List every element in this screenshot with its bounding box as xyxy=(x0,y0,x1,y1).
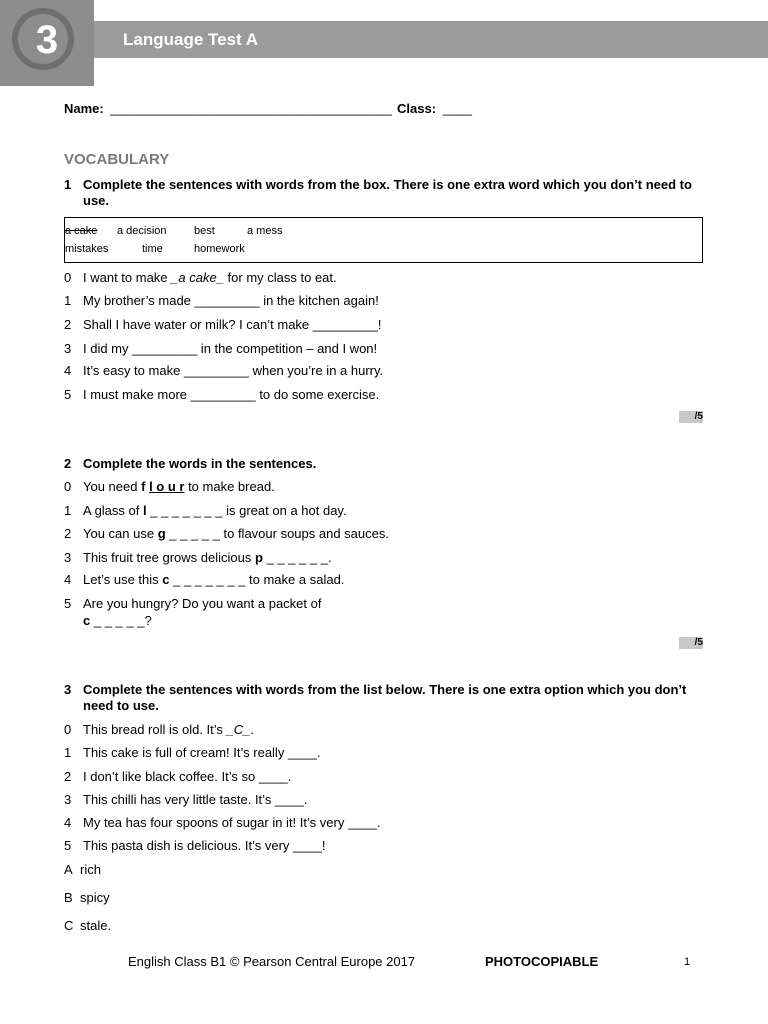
ex3-item-number: 1 xyxy=(64,745,72,760)
item-text: to make a salad. xyxy=(245,572,345,587)
letter-blanks: _ _ _ _ _ xyxy=(165,526,220,541)
item-text: is great on a hot day. xyxy=(222,503,347,518)
item-text: for my class to eat. xyxy=(223,270,337,285)
ex3-item: My tea has four spoons of sugar in it! It’s very ____. xyxy=(83,815,381,830)
footer-photocopiable: PHOTOCOPIABLE xyxy=(485,954,599,969)
footer-copyright: English Class B1 © Pearson Central Europe 2017 xyxy=(128,954,416,969)
option-letter: B xyxy=(64,890,73,905)
first-letter: c xyxy=(83,613,91,628)
ex1-item-example xyxy=(83,270,337,286)
box-word: best xyxy=(194,225,215,237)
box-word: mistakes xyxy=(65,243,109,255)
ex2-instruction: Complete the words in the sentences. xyxy=(83,456,317,471)
item-text: You can use xyxy=(83,526,158,541)
item-text: to flavour soups and sauces. xyxy=(219,526,389,541)
letter-blanks: _ _ _ _ _ _ xyxy=(262,550,328,565)
ex3-item-example xyxy=(83,722,254,738)
ex2-item-number: 4 xyxy=(64,572,72,587)
ex3-instruction-line1: Complete the sentences with words from the list below. There is one extra option which you don’t xyxy=(83,682,687,697)
section-title: VOCABULARY xyxy=(64,151,170,168)
ex2-item: Are you hungry? Do you want a packet of xyxy=(83,596,322,611)
ex1-item-number: 4 xyxy=(64,363,72,378)
item-text: Let’s use this xyxy=(83,572,163,587)
ex2-item xyxy=(83,526,389,542)
item-text: I want to make xyxy=(83,270,172,285)
ex2-item-example xyxy=(83,479,275,495)
ex3-item: I don’t like black coffee. It’s so ____. xyxy=(83,769,292,784)
item-text: This bread roll is old. It’s xyxy=(83,722,227,737)
ex3-item-number: 0 xyxy=(64,722,72,737)
letter-blanks: _ _ _ _ _ xyxy=(90,613,145,628)
unit-number: 3 xyxy=(35,18,59,62)
page-title: Language Test A xyxy=(123,30,259,49)
item-text: You need xyxy=(83,479,142,494)
letter-blanks: _ _ _ _ _ _ _ xyxy=(169,572,246,587)
ex1-item: I must make more _________ to do some exercise. xyxy=(83,387,380,402)
ex2-score: /5 xyxy=(679,637,703,649)
option-letter: C xyxy=(64,918,74,933)
ex2-item xyxy=(83,550,332,566)
item-text: to make bread. xyxy=(184,479,275,494)
ex2-number: 2 xyxy=(64,456,72,471)
ex1-item-number: 0 xyxy=(64,270,72,285)
ex1-item-number: 2 xyxy=(64,317,72,332)
ex1-item: My brother’s made _________ in the kitchen again! xyxy=(83,293,379,308)
option-text: stale. xyxy=(80,918,112,933)
class-blank: ____ xyxy=(443,101,472,116)
first-letter: g xyxy=(157,526,166,541)
example-answer: _a cake_ xyxy=(171,270,224,285)
word-box xyxy=(64,217,703,263)
box-word: a decision xyxy=(117,225,167,237)
example-answer: l o u r xyxy=(149,479,185,494)
ex2-item-number: 0 xyxy=(64,479,72,494)
ex1-item-number: 1 xyxy=(64,293,72,308)
item-text: . xyxy=(327,550,332,565)
ex3-item: This cake is full of cream! It’s really ____. xyxy=(83,745,321,760)
first-letter: p xyxy=(254,550,263,565)
letter-blanks: _ _ _ _ _ _ _ xyxy=(146,503,223,518)
ex2-item xyxy=(83,572,344,588)
name-label: Name: xyxy=(64,101,104,116)
ex2-item-number: 2 xyxy=(64,526,72,541)
option-letter: A xyxy=(64,862,73,877)
ex1-item: It’s easy to make _________ when you’re in a hurry. xyxy=(83,363,384,378)
ex3-item-number: 4 xyxy=(64,815,72,830)
ex2-item-number: 3 xyxy=(64,550,72,565)
option-text: rich xyxy=(80,862,101,877)
ex1-item-number: 5 xyxy=(64,387,72,402)
ex1-item-number: 3 xyxy=(64,341,72,356)
item-text: A glass of xyxy=(83,503,143,518)
ex2-item xyxy=(83,503,347,519)
ex2-item-number: 5 xyxy=(64,596,72,611)
box-word: a cake xyxy=(65,225,98,237)
ex1-instruction-line2: use. xyxy=(83,193,110,208)
option-text: spicy xyxy=(80,890,110,905)
ex3-number: 3 xyxy=(64,682,72,697)
ex1-score: /5 xyxy=(679,411,703,423)
box-word: a mess xyxy=(247,225,283,237)
example-answer: _C_ xyxy=(226,722,251,737)
first-letter: f xyxy=(141,479,146,494)
ex1-item: Shall I have water or milk? I can’t make _________! xyxy=(83,317,382,332)
ex3-instruction-line2: need to use. xyxy=(83,698,159,713)
box-word: time xyxy=(142,243,163,255)
ex3-item: This pasta dish is delicious. It’s very ____! xyxy=(83,838,326,853)
first-letter: l xyxy=(142,503,147,518)
item-text: ? xyxy=(144,613,152,628)
item-text: This fruit tree grows delicious xyxy=(83,550,255,565)
unit-badge xyxy=(0,0,94,86)
box-word: homework xyxy=(194,243,245,255)
ex3-item-number: 2 xyxy=(64,769,72,784)
ex2-item-number: 1 xyxy=(64,503,72,518)
ex2-item-continuation xyxy=(83,613,152,629)
ex3-item-number: 3 xyxy=(64,792,72,807)
first-letter: c xyxy=(162,572,170,587)
page-number: 1 xyxy=(684,956,691,968)
ex1-instruction-line1: Complete the sentences with words from the box. There is one extra word which you don’t need to xyxy=(83,177,692,192)
ex3-item: This chilli has very little taste. It’s ____. xyxy=(83,792,308,807)
ex1-item: I did my _________ in the competition – and I won! xyxy=(83,341,378,356)
ex3-item-number: 5 xyxy=(64,838,72,853)
item-text: . xyxy=(250,722,255,737)
ex1-number: 1 xyxy=(64,177,72,192)
class-label: Class: xyxy=(397,101,437,116)
name-blank: _______________________________________ xyxy=(110,101,392,116)
